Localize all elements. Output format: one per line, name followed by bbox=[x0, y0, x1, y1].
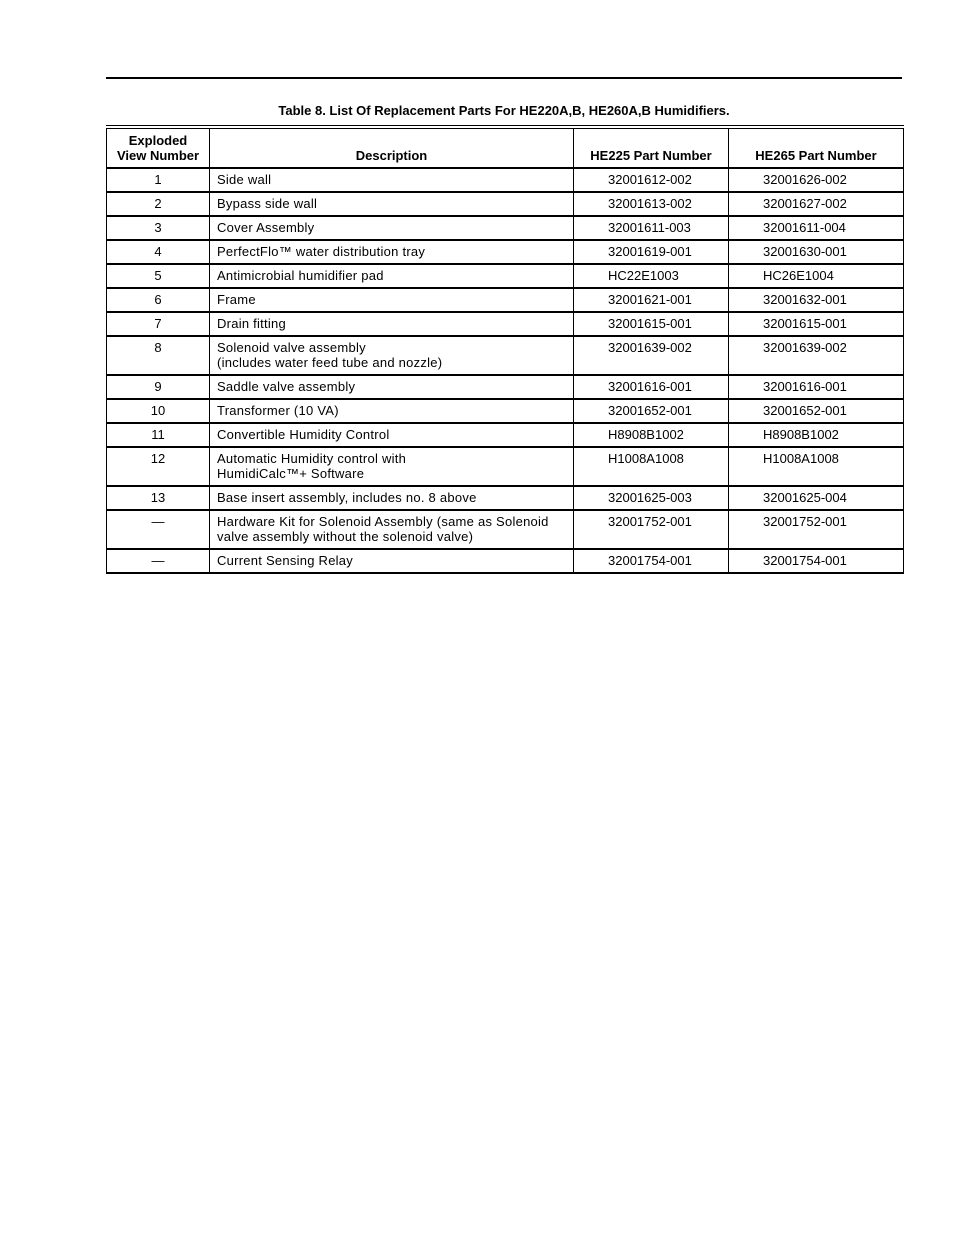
header-he225-part-number: HE225 Part Number bbox=[574, 127, 729, 168]
cell-description: Solenoid valve assembly (includes water feed tube and nozzle) bbox=[210, 336, 574, 375]
table-body bbox=[107, 168, 904, 573]
cell-he265-part-number: HC26E1004 bbox=[729, 264, 904, 288]
table-row bbox=[107, 168, 904, 192]
table-row bbox=[107, 288, 904, 312]
cell-view-number: 13 bbox=[107, 486, 210, 510]
cell-he265-part-number: 32001752-001 bbox=[729, 510, 904, 549]
cell-view-number: 6 bbox=[107, 288, 210, 312]
cell-he225-part-number: 32001752-001 bbox=[574, 510, 729, 549]
table-header-row bbox=[107, 127, 904, 168]
table-row bbox=[107, 399, 904, 423]
cell-he225-part-number: 32001652-001 bbox=[574, 399, 729, 423]
table-row bbox=[107, 192, 904, 216]
table-row bbox=[107, 240, 904, 264]
table-row bbox=[107, 423, 904, 447]
cell-description: Base insert assembly, includes no. 8 above bbox=[210, 486, 574, 510]
cell-he225-part-number: HC22E1003 bbox=[574, 264, 729, 288]
cell-he225-part-number: 32001612-002 bbox=[574, 168, 729, 192]
cell-he265-part-number: H8908B1002 bbox=[729, 423, 904, 447]
table-row bbox=[107, 447, 904, 486]
cell-he265-part-number: 32001626-002 bbox=[729, 168, 904, 192]
cell-he225-part-number: H1008A1008 bbox=[574, 447, 729, 486]
header-he265-part-number: HE265 Part Number bbox=[729, 127, 904, 168]
cell-he225-part-number: 32001611-003 bbox=[574, 216, 729, 240]
cell-description: Bypass side wall bbox=[210, 192, 574, 216]
cell-view-number: — bbox=[107, 549, 210, 573]
cell-he265-part-number: 32001625-004 bbox=[729, 486, 904, 510]
cell-description: Transformer (10 VA) bbox=[210, 399, 574, 423]
cell-description: Current Sensing Relay bbox=[210, 549, 574, 573]
cell-he225-part-number: 32001754-001 bbox=[574, 549, 729, 573]
cell-description: Side wall bbox=[210, 168, 574, 192]
cell-view-number: 5 bbox=[107, 264, 210, 288]
cell-view-number: 1 bbox=[107, 168, 210, 192]
cell-description: PerfectFlo™ water distribution tray bbox=[210, 240, 574, 264]
table-row bbox=[107, 264, 904, 288]
table-row bbox=[107, 336, 904, 375]
cell-he225-part-number: 32001625-003 bbox=[574, 486, 729, 510]
cell-he265-part-number: 32001639-002 bbox=[729, 336, 904, 375]
cell-he265-part-number: 32001615-001 bbox=[729, 312, 904, 336]
cell-he265-part-number: 32001611-004 bbox=[729, 216, 904, 240]
cell-he225-part-number: 32001613-002 bbox=[574, 192, 729, 216]
cell-view-number: 2 bbox=[107, 192, 210, 216]
cell-view-number: 3 bbox=[107, 216, 210, 240]
cell-he265-part-number: 32001652-001 bbox=[729, 399, 904, 423]
cell-he265-part-number: 32001632-001 bbox=[729, 288, 904, 312]
cell-he265-part-number: H1008A1008 bbox=[729, 447, 904, 486]
cell-description: Drain fitting bbox=[210, 312, 574, 336]
cell-he225-part-number: 32001619-001 bbox=[574, 240, 729, 264]
top-rule bbox=[106, 77, 902, 79]
table-row bbox=[107, 312, 904, 336]
table-row bbox=[107, 375, 904, 399]
cell-description: Hardware Kit for Solenoid Assembly (same as Solenoid valve assembly without the solenoid valve) bbox=[210, 510, 574, 549]
replacement-parts-table bbox=[106, 125, 904, 574]
cell-view-number: 9 bbox=[107, 375, 210, 399]
cell-he225-part-number: 32001616-001 bbox=[574, 375, 729, 399]
cell-he265-part-number: 32001627-002 bbox=[729, 192, 904, 216]
cell-view-number: — bbox=[107, 510, 210, 549]
cell-he265-part-number: 32001630-001 bbox=[729, 240, 904, 264]
cell-he225-part-number: 32001621-001 bbox=[574, 288, 729, 312]
cell-description: Frame bbox=[210, 288, 574, 312]
cell-view-number: 10 bbox=[107, 399, 210, 423]
cell-description: Automatic Humidity control with HumidiCalc™+ Software bbox=[210, 447, 574, 486]
cell-view-number: 11 bbox=[107, 423, 210, 447]
cell-description: Antimicrobial humidifier pad bbox=[210, 264, 574, 288]
cell-description: Saddle valve assembly bbox=[210, 375, 574, 399]
cell-description: Cover Assembly bbox=[210, 216, 574, 240]
cell-he225-part-number: H8908B1002 bbox=[574, 423, 729, 447]
table-row bbox=[107, 486, 904, 510]
table-row bbox=[107, 510, 904, 549]
cell-view-number: 4 bbox=[107, 240, 210, 264]
header-exploded-view-number: Exploded View Number bbox=[107, 127, 210, 168]
table-row bbox=[107, 549, 904, 573]
cell-view-number: 7 bbox=[107, 312, 210, 336]
cell-description: Convertible Humidity Control bbox=[210, 423, 574, 447]
cell-view-number: 12 bbox=[107, 447, 210, 486]
table-row bbox=[107, 216, 904, 240]
cell-view-number: 8 bbox=[107, 336, 210, 375]
cell-he265-part-number: 32001754-001 bbox=[729, 549, 904, 573]
table-caption: Table 8. List Of Replacement Parts For HE220A,B, HE260A,B Humidifiers. bbox=[278, 103, 730, 118]
header-description: Description bbox=[210, 127, 574, 168]
cell-he225-part-number: 32001639-002 bbox=[574, 336, 729, 375]
cell-he265-part-number: 32001616-001 bbox=[729, 375, 904, 399]
cell-he225-part-number: 32001615-001 bbox=[574, 312, 729, 336]
